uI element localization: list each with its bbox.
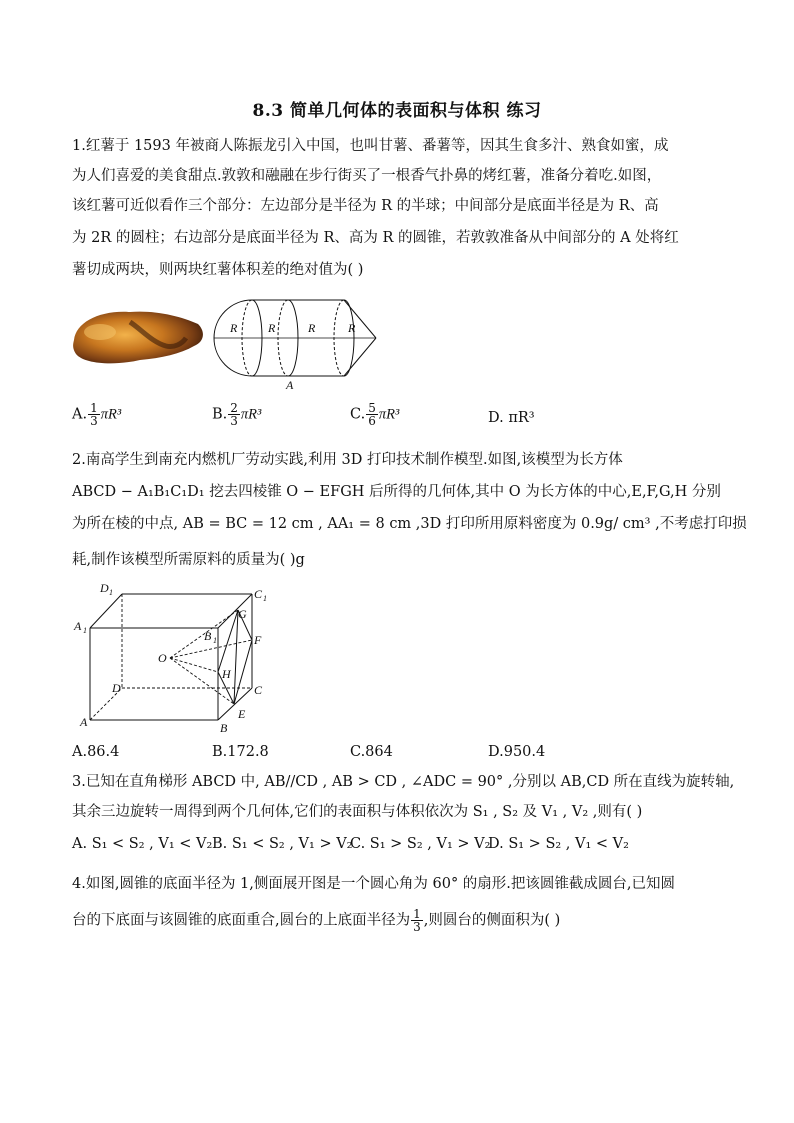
q2-line-4: 耗,制作该模型所需原料的质量为( )g [72, 552, 305, 568]
q4-line-2-start: 台的下底面与该圆锥的底面重合,圆台的上底面半径为 [72, 912, 411, 929]
label-c: C [254, 683, 263, 697]
label-d: D [112, 681, 121, 695]
label-g: G [238, 607, 247, 621]
q1-fig-label-a: A [286, 378, 294, 392]
q1-option-b[interactable] [212, 402, 261, 427]
denominator: 6 [368, 414, 376, 428]
label-d1: D [100, 581, 109, 595]
q3-option-d[interactable]: D. S₁ > S₂ , V₁ < V₂ [488, 836, 629, 852]
q1-line-1: 1.红薯于 1593 年被商人陈振龙引入中国，也叫甘薯、番薯等，因其生食多汁、熟食如蜜，成 [72, 138, 669, 154]
option-expression: πR³ [100, 406, 122, 423]
fraction [228, 402, 240, 427]
q1-fig-label-r: R [230, 321, 238, 335]
denominator: 3 [413, 920, 421, 934]
label-o: O [158, 651, 167, 665]
fraction [366, 402, 378, 427]
q4-line-2-end: ,则圆台的侧面积为( ) [423, 912, 561, 929]
label-a: A [80, 715, 88, 729]
option-letter: A. [72, 406, 88, 423]
q3-option-b[interactable]: B. S₁ < S₂ , V₁ > V₂ [212, 836, 353, 852]
option-letter: C. [350, 406, 366, 423]
q1-line-4: 为 2R 的圆柱；右边部分是底面半径为 R、高为 R 的圆锥，若敦敦准备从中间部分的 A 处将红 [72, 230, 679, 246]
label-b1: B [204, 629, 212, 643]
numerator: 2 [230, 401, 238, 415]
option-expression: πR³ [240, 406, 262, 423]
label-f: F [254, 633, 262, 647]
denominator: 3 [90, 414, 98, 428]
q2-line-3: 为所在棱的中点, AB = BC = 12 cm , AA₁ = 8 cm ,3D 打印所用原料密度为 0.9g/ cm³ ,不考虑打印损 [72, 516, 747, 532]
numerator: 1 [413, 907, 421, 921]
numerator: 1 [90, 401, 98, 415]
q2-line-1: 2.南高学生到南充内燃机厂劳动实践,利用 3D 打印技术制作模型.如图,该模型为长方体 [72, 452, 623, 468]
numerator: 5 [368, 401, 376, 415]
q1-fig-label-r: R [348, 321, 356, 335]
q4-line-1: 4.如图,圆锥的底面半径为 1,侧面展开图是一个圆心角为 60° 的扇形.把该圆锥截成圆台,已知圆 [72, 876, 676, 892]
q1-option-d[interactable]: D. πR³ [488, 410, 535, 426]
option-letter: B. [212, 406, 228, 423]
q1-line-2: 为人们喜爱的美食甜点.敦敦和融融在步行街买了一根香气扑鼻的烤红薯，准备分着吃.如图， [72, 168, 662, 184]
label-h: H [222, 667, 231, 681]
svg-text:1: 1 [109, 588, 113, 597]
q2-option-b[interactable]: B.172.8 [212, 744, 269, 760]
q2-option-c[interactable]: C.864 [350, 744, 393, 760]
q2-option-d[interactable]: D.950.4 [488, 744, 546, 760]
q1-option-c[interactable] [350, 402, 399, 427]
svg-text:1: 1 [83, 626, 87, 635]
fraction [88, 402, 100, 427]
q3-line-1: 3.已知在直角梯形 ABCD 中, AB//CD , AB > CD , ∠ADC = 90° ,分别以 AB,CD 所在直线为旋转轴, [72, 774, 735, 790]
q1-option-a[interactable] [72, 402, 121, 427]
q1-line-5: 薯切成两块，则两块红薯体积差的绝对值为( ) [72, 262, 364, 278]
label-b: B [220, 721, 228, 735]
q3-option-a[interactable]: A. S₁ < S₂ , V₁ < V₂ [72, 836, 213, 852]
q3-line-2: 其余三边旋转一周得到两个几何体,它们的表面积与体积依次为 S₁ , S₂ 及 V₁ , V₂ ,则有( ) [72, 804, 643, 820]
option-expression: πR³ [378, 406, 400, 423]
q2-cuboid-figure [70, 580, 280, 740]
q2-option-a[interactable]: A.86.4 [72, 744, 120, 760]
q1-line-3: 该红薯可近似看作三个部分：左边部分是半径为 R 的半球；中间部分是底面半径是为 R、高 [72, 198, 659, 214]
q1-solid-figure [208, 292, 384, 392]
q3-option-c[interactable]: C. S₁ > S₂ , V₁ > V₂ [350, 836, 491, 852]
label-c1: C [254, 587, 263, 601]
q1-fig-label-r: R [308, 321, 316, 335]
svg-text:1: 1 [263, 594, 267, 603]
label-a1: A [74, 619, 82, 633]
q1-fig-label-r: R [268, 321, 276, 335]
q4-line-2 [72, 908, 560, 933]
denominator: 3 [230, 414, 238, 428]
page-title: 8.3 简单几何体的表面积与体积 练习 [252, 101, 542, 121]
svg-text:1: 1 [213, 636, 217, 645]
fraction [411, 908, 423, 933]
sweet-potato-photo [70, 302, 210, 370]
label-e: E [238, 707, 246, 721]
q2-line-2: ABCD − A₁B₁C₁D₁ 挖去四棱锥 O − EFGH 后所得的几何体,其中 O 为长方体的中心,E,F,G,H 分别 [72, 484, 721, 500]
